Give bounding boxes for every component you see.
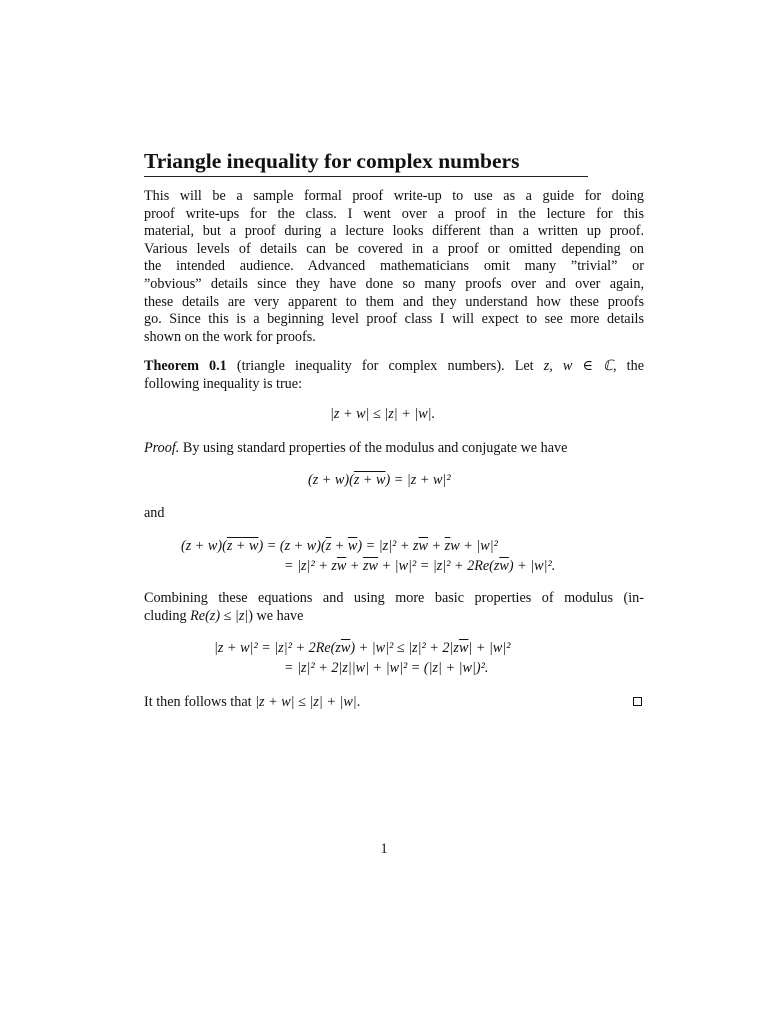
- eq-conjugate: z + w: [226, 538, 259, 554]
- theorem-name: (triangle inequality for complex numbers).: [236, 358, 505, 374]
- combine-math: Re(z) ≤ |z|: [190, 607, 249, 624]
- eq-part: ) + |w|².: [508, 558, 556, 574]
- eq-part: +: [346, 558, 364, 574]
- combine-text: cluding: [144, 607, 191, 624]
- combine-line: Combining these equations and using more basic properties of modulus (in-: [144, 590, 644, 606]
- equation-1: [308, 472, 451, 490]
- equation-2-line-1: [181, 538, 498, 556]
- eq-part: ) = |z|² + z: [357, 538, 419, 554]
- eq-conjugate: z + w: [353, 472, 386, 488]
- document-title: Triangle inequality for complex numbers: [144, 147, 588, 177]
- eq-part: + |w|² = |z|² + 2Re(z: [378, 558, 500, 574]
- eq-part: | + |w|²: [468, 640, 511, 656]
- eq-part: ) = (z + w)(: [258, 538, 326, 554]
- proof-intro: [144, 440, 644, 458]
- intro-line: This will be a sample formal proof write-up to use as a guide for doing: [144, 188, 644, 204]
- eq-conjugate: $\overline{w}$: [418, 538, 428, 554]
- theorem-line: following inequality is true:: [144, 375, 303, 392]
- eq-conjugate: $\overline{z}$: [444, 538, 451, 554]
- eq-part: (z + w)(: [181, 538, 227, 554]
- eq-part: (z + w)(: [308, 472, 354, 488]
- conclusion-math: |z + w| ≤ |z| + |w|: [255, 694, 357, 710]
- intro-line: shown on the work for proofs.: [144, 328, 316, 345]
- eq-part: +: [331, 538, 348, 554]
- theorem-text: Let: [514, 358, 544, 374]
- theorem-line: [144, 358, 644, 376]
- intro-paragraph: [144, 188, 644, 346]
- theorem-vars: z, w ∈ ℂ: [543, 358, 613, 374]
- combine-text: ) we have: [248, 607, 304, 624]
- theorem-block: [144, 358, 644, 393]
- conclusion-text: It then follows that: [144, 694, 256, 710]
- intro-line: ”obvious” details since they have done so many proofs over and over again,: [144, 275, 644, 292]
- eq-part: ) = |z + w|²: [385, 472, 451, 488]
- equation-3-line-2: = |z|² + 2|z||w| + |w|² = (|z| + |w|)².: [284, 660, 489, 676]
- eq-conjugate: $\overline{w}$: [499, 558, 509, 574]
- eq-part: = |z|² + z: [284, 558, 337, 574]
- intro-line: the intended audience. Advanced mathematicians omit many ”trivial” or: [144, 258, 644, 275]
- eq-conjugate: $\overline{w}$: [340, 640, 351, 656]
- equation-3-line-1: [214, 640, 511, 658]
- theorem-text: , the: [613, 358, 644, 374]
- eq-part: w + |w|²: [450, 538, 498, 554]
- intro-line: proof write-ups for the class. I went over a proof in the lecture for this: [144, 205, 644, 222]
- intro-line: go. Since this is a beginning level proof class I will expect to see more details: [144, 311, 644, 328]
- page-number: 1: [380, 841, 388, 857]
- proof-label: Proof.: [144, 440, 180, 456]
- theorem-inequality: |z + w| ≤ |z| + |w|.: [330, 406, 436, 422]
- conclusion: [144, 694, 644, 712]
- qed-square-icon: [633, 697, 642, 706]
- and-text: and: [144, 505, 165, 521]
- eq-conjugate: $\overline{w}$: [458, 640, 469, 656]
- theorem-label: Theorem 0.1: [144, 358, 227, 374]
- eq-conjugate: $\overline{w}$: [336, 558, 347, 574]
- eq-conjugate: $\overline{w}$: [347, 538, 358, 554]
- intro-line: these details are very apparent to them and they understand how these proofs: [144, 293, 644, 310]
- eq-part: ) + |w|² ≤ |z|² + 2|z: [350, 640, 459, 656]
- equation-2-line-2: [284, 558, 555, 576]
- eq-part: |z + w|² = |z|² + 2Re(z: [214, 640, 341, 656]
- conclusion-text: .: [356, 694, 361, 710]
- intro-line: material, but a proof during a lecture looks different than a written up proof.: [144, 223, 644, 240]
- eq-conjugate: $\overline{z}$: [325, 538, 332, 554]
- combine-line: [144, 608, 644, 626]
- combining-paragraph: [144, 590, 644, 625]
- eq-conjugate: $\overline{zw}$: [363, 558, 379, 574]
- intro-line: Various levels of details can be covered in a proof or omitted depending on: [144, 240, 644, 257]
- proof-intro-text: By using standard properties of the modulus and conjugate we have: [182, 440, 568, 456]
- eq-part: +: [428, 538, 445, 554]
